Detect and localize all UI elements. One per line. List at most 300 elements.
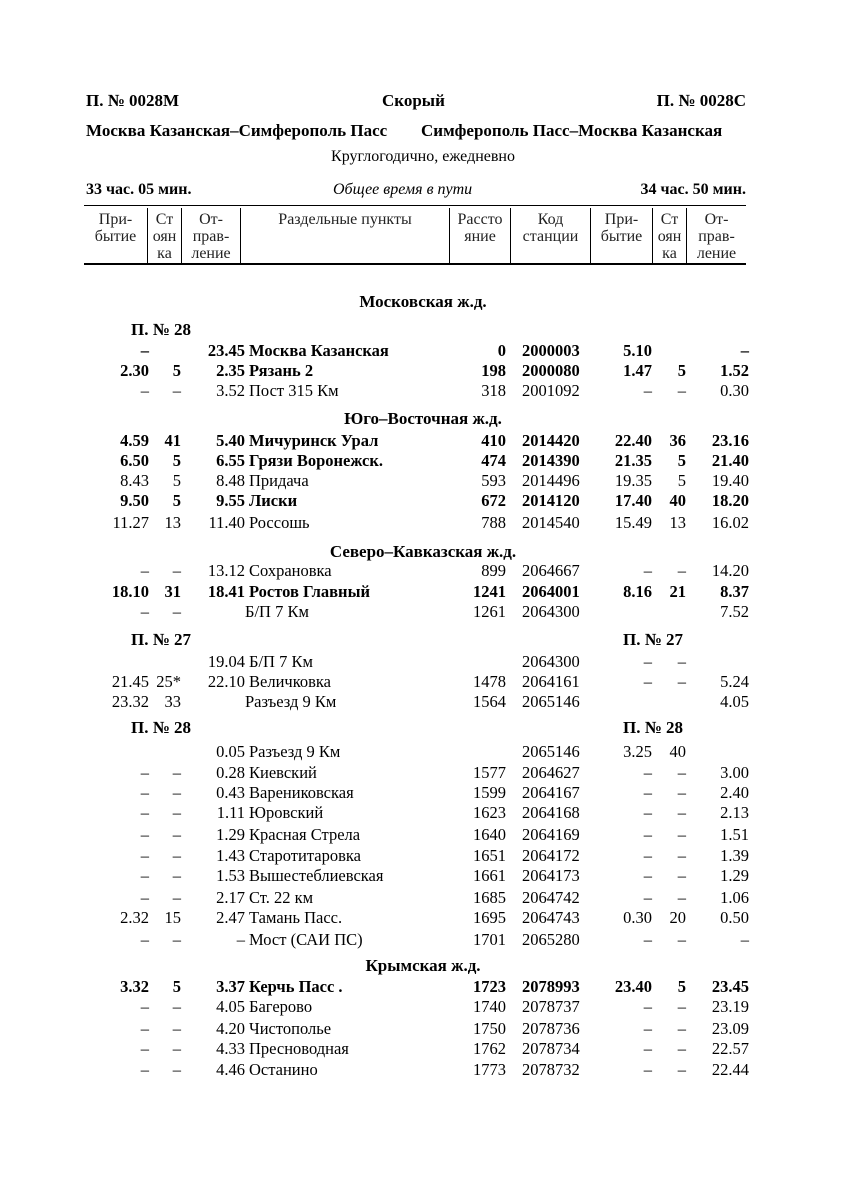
section-moscow-railway: Московская ж.д. <box>359 292 487 311</box>
departure-back-cell: 3.00 <box>720 763 749 782</box>
stop-cell: 5 <box>172 361 181 380</box>
station-code-cell: 2064167 <box>522 783 580 802</box>
departure-cell: 0.05 <box>216 742 245 761</box>
stop-cell: – <box>172 846 181 865</box>
station-name: Мичуринск Урал <box>249 431 379 450</box>
station-name: Разъезд 9 Км <box>249 742 341 761</box>
table-row <box>0 582 846 602</box>
departure-back-cell: 14.20 <box>711 561 749 580</box>
station-code-cell: 2000003 <box>522 341 580 360</box>
distance-cell: 1773 <box>473 1060 506 1079</box>
station-name: Лиски <box>249 491 298 510</box>
arrival-cell: – <box>140 341 149 360</box>
station-code-cell: 2064001 <box>522 582 580 601</box>
arrival-back-cell: – <box>643 997 652 1016</box>
col-arrival: При- бытие <box>94 211 137 245</box>
distance-cell: 1478 <box>473 672 506 691</box>
stop-back-cell: – <box>677 652 686 671</box>
distance-cell: 1599 <box>473 783 506 802</box>
departure-back-cell: 1.39 <box>720 846 749 865</box>
arrival-back-cell: – <box>643 803 652 822</box>
stop-back-cell: 36 <box>669 431 686 450</box>
arrival-back-cell: 23.40 <box>614 977 652 996</box>
table-row <box>0 783 846 803</box>
stop-cell: – <box>172 381 181 400</box>
stop-cell: – <box>172 602 181 621</box>
arrival-cell: – <box>140 1019 149 1038</box>
stop-back-cell: – <box>677 803 686 822</box>
station-code-cell: 2014120 <box>522 491 580 510</box>
departure-cell: 1.29 <box>216 825 245 844</box>
table-row <box>0 692 846 712</box>
stop-cell: – <box>172 888 181 907</box>
stop-back-cell: – <box>677 1019 686 1038</box>
distance-cell: 410 <box>481 431 506 450</box>
departure-cell: 0.43 <box>216 783 245 802</box>
station-name: Б/П 7 Км <box>245 602 309 621</box>
table-row <box>0 825 846 845</box>
departure-cell: 4.46 <box>216 1060 245 1079</box>
table-row <box>0 513 846 533</box>
train-type: Скорый <box>382 91 445 110</box>
station-name: Россошь <box>249 513 310 532</box>
arrival-back-cell: 19.35 <box>614 471 652 490</box>
station-name: Величковка <box>249 672 332 691</box>
arrival-back-cell: – <box>643 888 652 907</box>
table-row <box>0 471 846 491</box>
table-row <box>0 763 846 783</box>
station-code-cell: 2064300 <box>522 652 580 671</box>
train-number-label: П. № 28 <box>131 320 192 339</box>
station-code-cell: 2065280 <box>522 930 580 949</box>
departure-back-cell: 23.19 <box>711 997 749 1016</box>
table-row <box>0 803 846 823</box>
station-name: Красная Стрела <box>249 825 361 844</box>
departure-back-cell: 1.06 <box>720 888 749 907</box>
station-name: Багерово <box>249 997 313 1016</box>
arrival-back-cell: 17.40 <box>614 491 652 510</box>
stop-back-cell: 5 <box>677 361 686 380</box>
stop-back-cell: 5 <box>677 977 686 996</box>
arrival-cell: – <box>140 866 149 885</box>
arrival-cell: 9.50 <box>120 491 149 510</box>
station-name: Киевский <box>249 763 317 782</box>
stop-back-cell: 5 <box>677 471 686 490</box>
col-stop-back: Ст оян ка <box>657 211 682 262</box>
arrival-back-cell: – <box>643 1039 652 1058</box>
distance-cell: 1623 <box>473 803 506 822</box>
table-row <box>0 361 846 381</box>
departure-cell: 8.48 <box>216 471 245 490</box>
arrival-back-cell: – <box>643 866 652 885</box>
station-code-cell: 2064743 <box>522 908 580 927</box>
table-row <box>0 977 846 997</box>
table-row <box>0 1019 846 1039</box>
table-row <box>0 652 846 672</box>
station-name: Юровский <box>249 803 324 822</box>
stop-back-cell: 40 <box>669 491 686 510</box>
table-row <box>0 846 846 866</box>
station-code-cell: 2064169 <box>522 825 580 844</box>
arrival-back-cell: 0.30 <box>623 908 652 927</box>
arrival-cell: – <box>140 1060 149 1079</box>
station-name: Варениковская <box>249 783 354 802</box>
departure-cell: 11.40 <box>208 513 245 532</box>
departure-cell: 13.12 <box>207 561 245 580</box>
distance-cell: 318 <box>481 381 506 400</box>
table-row <box>0 341 846 361</box>
distance-cell: 1685 <box>473 888 506 907</box>
stop-cell: 15 <box>164 908 181 927</box>
col-points: Раздельные пункты <box>278 211 412 228</box>
train-number-label: П. № 27 <box>623 630 684 649</box>
departure-cell: 18.41 <box>207 582 245 601</box>
stop-cell: – <box>172 783 181 802</box>
left-train-number: П. № 0028М <box>86 91 180 110</box>
section-crimea-railway: Крымская ж.д. <box>365 956 481 975</box>
section-southeast-railway: Юго–Восточная ж.д. <box>344 409 502 428</box>
station-code-cell: 2014390 <box>522 451 580 470</box>
table-row <box>0 602 846 622</box>
distance-cell: 1695 <box>473 908 506 927</box>
arrival-back-cell: 8.16 <box>623 582 652 601</box>
stop-cell: – <box>172 930 181 949</box>
stop-back-cell: 5 <box>677 451 686 470</box>
arrival-cell: 21.45 <box>111 672 149 691</box>
arrival-back-cell: – <box>643 672 652 691</box>
arrival-back-cell: 22.40 <box>614 431 652 450</box>
stop-back-cell: – <box>677 1039 686 1058</box>
departure-back-cell: 1.51 <box>720 825 749 844</box>
station-name: Грязи Воронежск. <box>249 451 383 470</box>
distance-cell: 1640 <box>473 825 506 844</box>
train-number-label: П. № 28 <box>131 718 192 737</box>
stop-back-cell: – <box>677 825 686 844</box>
arrival-cell: – <box>140 1039 149 1058</box>
stop-back-cell: – <box>677 997 686 1016</box>
departure-back-cell: 1.29 <box>720 866 749 885</box>
arrival-back-cell: – <box>643 930 652 949</box>
departure-back-cell: 22.44 <box>711 1060 749 1079</box>
departure-back-cell: – <box>740 341 749 360</box>
station-name: Б/П 7 Км <box>249 652 313 671</box>
stop-back-cell: 20 <box>669 908 686 927</box>
train-number-label: П. № 27 <box>131 630 192 649</box>
table-row <box>0 997 846 1017</box>
col-stop: Ст оян ка <box>152 211 177 262</box>
arrival-cell: – <box>140 825 149 844</box>
stop-cell: 5 <box>172 977 181 996</box>
departure-back-cell: 18.20 <box>711 491 749 510</box>
stop-cell: 41 <box>164 431 181 450</box>
stop-cell: 33 <box>164 692 181 711</box>
schedule-note: Круглогодично, ежедневно <box>331 148 515 165</box>
departure-back-cell: 22.57 <box>711 1039 749 1058</box>
departure-back-cell: 1.52 <box>720 361 749 380</box>
station-name: Останино <box>249 1060 318 1079</box>
stop-back-cell: – <box>677 783 686 802</box>
route-back: Симферополь Пасс–Москва Казанская <box>421 121 723 140</box>
departure-back-cell: 2.40 <box>720 783 749 802</box>
station-code-cell: 2064161 <box>522 672 580 691</box>
stop-back-cell: – <box>677 930 686 949</box>
departure-cell: 3.52 <box>216 381 245 400</box>
departure-cell: 4.20 <box>216 1019 245 1038</box>
table-row <box>0 1039 846 1059</box>
station-name: Вышестеблиевская <box>249 866 384 885</box>
departure-cell: – <box>236 930 245 949</box>
departure-cell: 6.55 <box>216 451 245 470</box>
table-row <box>0 561 846 581</box>
departure-cell: 2.17 <box>216 888 245 907</box>
stop-cell: – <box>172 997 181 1016</box>
station-code-cell: 2064173 <box>522 866 580 885</box>
arrival-cell: – <box>140 783 149 802</box>
arrival-back-cell: – <box>643 652 652 671</box>
station-code-cell: 2078736 <box>522 1019 580 1038</box>
total-time-label: Общее время в пути <box>333 181 473 198</box>
station-name: Старотитаровка <box>249 846 361 865</box>
table-row <box>0 866 846 886</box>
arrival-back-cell: 15.49 <box>614 513 652 532</box>
table-row <box>0 672 846 692</box>
departure-cell: 1.11 <box>216 803 245 822</box>
arrival-cell: 2.30 <box>120 361 149 380</box>
stop-back-cell: 21 <box>669 582 686 601</box>
stop-cell: 5 <box>172 471 181 490</box>
station-code-cell: 2078732 <box>522 1060 580 1079</box>
station-code-cell: 2078734 <box>522 1039 580 1058</box>
departure-back-cell: 0.30 <box>720 381 749 400</box>
arrival-back-cell: 1.47 <box>623 361 652 380</box>
table-row <box>0 888 846 908</box>
arrival-cell: – <box>140 561 149 580</box>
table-row <box>0 431 846 451</box>
stop-back-cell: – <box>677 888 686 907</box>
distance-cell: 1750 <box>473 1019 506 1038</box>
station-code-cell: 2064667 <box>522 561 580 580</box>
total-time-forward: 33 час. 05 мин. <box>86 181 192 198</box>
stop-cell: – <box>172 763 181 782</box>
departure-cell: 19.04 <box>207 652 245 671</box>
arrival-cell: – <box>140 763 149 782</box>
stop-cell: 25* <box>156 672 181 691</box>
table-row <box>0 930 846 950</box>
table-header-top-rule <box>84 205 746 206</box>
departure-back-cell: 21.40 <box>711 451 749 470</box>
arrival-back-cell: – <box>643 783 652 802</box>
station-code-cell: 2064168 <box>522 803 580 822</box>
departure-back-cell: 8.37 <box>720 582 749 601</box>
stop-cell: – <box>172 1019 181 1038</box>
stop-back-cell: – <box>677 1060 686 1079</box>
stop-cell: – <box>172 866 181 885</box>
stop-cell: – <box>172 561 181 580</box>
station-name: Ростов Главный <box>249 582 370 601</box>
arrival-cell: – <box>140 381 149 400</box>
station-name: Тамань Пасс. <box>249 908 343 927</box>
arrival-back-cell: – <box>643 846 652 865</box>
departure-back-cell: 2.13 <box>720 803 749 822</box>
distance-cell: 1261 <box>473 602 506 621</box>
station-code-cell: 2078993 <box>522 977 580 996</box>
arrival-cell: 4.59 <box>120 431 149 450</box>
departure-back-cell: 23.16 <box>711 431 749 450</box>
station-name: Сохрановка <box>249 561 332 580</box>
stop-cell: 5 <box>172 451 181 470</box>
arrival-back-cell: – <box>643 381 652 400</box>
departure-back-cell: 0.50 <box>720 908 749 927</box>
distance-cell: 1577 <box>473 763 506 782</box>
distance-cell: 788 <box>481 513 506 532</box>
arrival-cell: 3.32 <box>120 977 149 996</box>
station-code-cell: 2000080 <box>522 361 580 380</box>
section-north-caucasus-railway: Северо–Кавказская ж.д. <box>329 542 517 561</box>
station-code-cell: 2001092 <box>522 381 580 400</box>
departure-back-cell: 19.40 <box>711 471 749 490</box>
arrival-cell: – <box>140 888 149 907</box>
stop-cell: – <box>172 803 181 822</box>
distance-cell: 1651 <box>473 846 506 865</box>
station-name: Чистополье <box>249 1019 332 1038</box>
arrival-back-cell: – <box>643 561 652 580</box>
station-code-cell: 2064627 <box>522 763 580 782</box>
stop-back-cell: – <box>677 846 686 865</box>
station-name: Пост 315 Км <box>249 381 339 400</box>
distance-cell: 672 <box>481 491 506 510</box>
stop-cell: – <box>172 825 181 844</box>
departure-cell: 23.45 <box>207 341 245 360</box>
table-row <box>0 491 846 511</box>
arrival-back-cell: 5.10 <box>623 341 652 360</box>
arrival-back-cell: – <box>643 1019 652 1038</box>
station-name: Москва Казанская <box>249 341 389 360</box>
station-code-cell: 2064172 <box>522 846 580 865</box>
distance-cell: 1762 <box>473 1039 506 1058</box>
distance-cell: 1661 <box>473 866 506 885</box>
col-departure: От- прав- ление <box>191 211 231 262</box>
station-code-cell: 2065146 <box>522 742 580 761</box>
stop-back-cell: – <box>677 763 686 782</box>
route-forward: Москва Казанская–Симферополь Пасс <box>86 121 388 140</box>
distance-cell: 1241 <box>473 582 506 601</box>
station-code-cell: 2064742 <box>522 888 580 907</box>
stop-cell: – <box>172 1060 181 1079</box>
departure-cell: 1.43 <box>216 846 245 865</box>
table-header-bottom-rule <box>84 263 746 265</box>
col-arrival-back: При- бытие <box>600 211 643 245</box>
stop-cell: 5 <box>172 491 181 510</box>
departure-back-cell: – <box>740 930 749 949</box>
departure-back-cell: 16.02 <box>711 513 749 532</box>
departure-back-cell: 4.05 <box>720 692 749 711</box>
stop-back-cell: – <box>677 672 686 691</box>
departure-cell: 22.10 <box>207 672 245 691</box>
station-name: Придача <box>249 471 309 490</box>
arrival-cell: – <box>140 846 149 865</box>
arrival-cell: 11.27 <box>112 513 149 532</box>
arrival-back-cell: 21.35 <box>614 451 652 470</box>
stop-back-cell: 40 <box>669 742 686 761</box>
station-code-cell: 2014420 <box>522 431 580 450</box>
distance-cell: 1740 <box>473 997 506 1016</box>
col-departure-back: От- прав- ление <box>696 211 737 262</box>
arrival-cell: 2.32 <box>120 908 149 927</box>
departure-cell: 9.55 <box>216 491 245 510</box>
distance-cell: 1723 <box>473 977 506 996</box>
distance-cell: 1564 <box>473 692 506 711</box>
station-name: Керчь Пасс . <box>249 977 343 996</box>
departure-cell: 5.40 <box>216 431 245 450</box>
departure-cell: 2.47 <box>216 908 245 927</box>
table-row <box>0 1060 846 1080</box>
arrival-back-cell: – <box>643 763 652 782</box>
stop-back-cell: – <box>677 561 686 580</box>
departure-cell: 1.53 <box>216 866 245 885</box>
table-row <box>0 908 846 928</box>
arrival-cell: – <box>140 803 149 822</box>
table-row <box>0 381 846 401</box>
stop-cell: – <box>172 1039 181 1058</box>
arrival-cell: 23.32 <box>111 692 149 711</box>
departure-cell: 3.37 <box>216 977 245 996</box>
station-name: Разъезд 9 Км <box>245 692 337 711</box>
train-number-label: П. № 28 <box>623 718 684 737</box>
stop-back-cell: – <box>677 866 686 885</box>
departure-cell: 2.35 <box>216 361 245 380</box>
departure-back-cell: 23.45 <box>711 977 749 996</box>
stop-back-cell: – <box>677 381 686 400</box>
arrival-cell: – <box>140 997 149 1016</box>
stop-cell: 13 <box>164 513 181 532</box>
arrival-cell: – <box>140 602 149 621</box>
stop-cell: 31 <box>164 582 181 601</box>
distance-cell: 899 <box>481 561 506 580</box>
stop-back-cell: 13 <box>669 513 686 532</box>
distance-cell: 593 <box>481 471 506 490</box>
arrival-back-cell: 3.25 <box>623 742 652 761</box>
distance-cell: 474 <box>481 451 506 470</box>
departure-cell: 4.33 <box>216 1039 245 1058</box>
arrival-cell: 18.10 <box>111 582 149 601</box>
table-row <box>0 742 846 762</box>
station-code-cell: 2078737 <box>522 997 580 1016</box>
arrival-cell: – <box>140 930 149 949</box>
departure-back-cell: 23.09 <box>711 1019 749 1038</box>
station-name: Мост (САИ ПС) <box>249 930 363 949</box>
station-code-cell: 2064300 <box>522 602 580 621</box>
arrival-cell: 8.43 <box>120 471 149 490</box>
distance-cell: 1701 <box>473 930 506 949</box>
distance-cell: 198 <box>481 361 506 380</box>
station-code-cell: 2065146 <box>522 692 580 711</box>
station-name: Ст. 22 км <box>249 888 314 907</box>
arrival-cell: 6.50 <box>120 451 149 470</box>
right-train-number: П. № 0028С <box>656 91 746 110</box>
station-name: Пресноводная <box>249 1039 349 1058</box>
departure-cell: 4.05 <box>216 997 245 1016</box>
arrival-back-cell: – <box>643 825 652 844</box>
col-distance: Расcто яние <box>457 211 503 245</box>
table-row <box>0 451 846 471</box>
station-code-cell: 2014540 <box>522 513 580 532</box>
station-code-cell: 2014496 <box>522 471 580 490</box>
departure-cell: 0.28 <box>216 763 245 782</box>
col-code: Код станции <box>522 211 579 245</box>
total-time-back: 34 час. 50 мин. <box>640 181 746 198</box>
departure-back-cell: 7.52 <box>720 602 749 621</box>
station-name: Рязань 2 <box>249 361 314 380</box>
